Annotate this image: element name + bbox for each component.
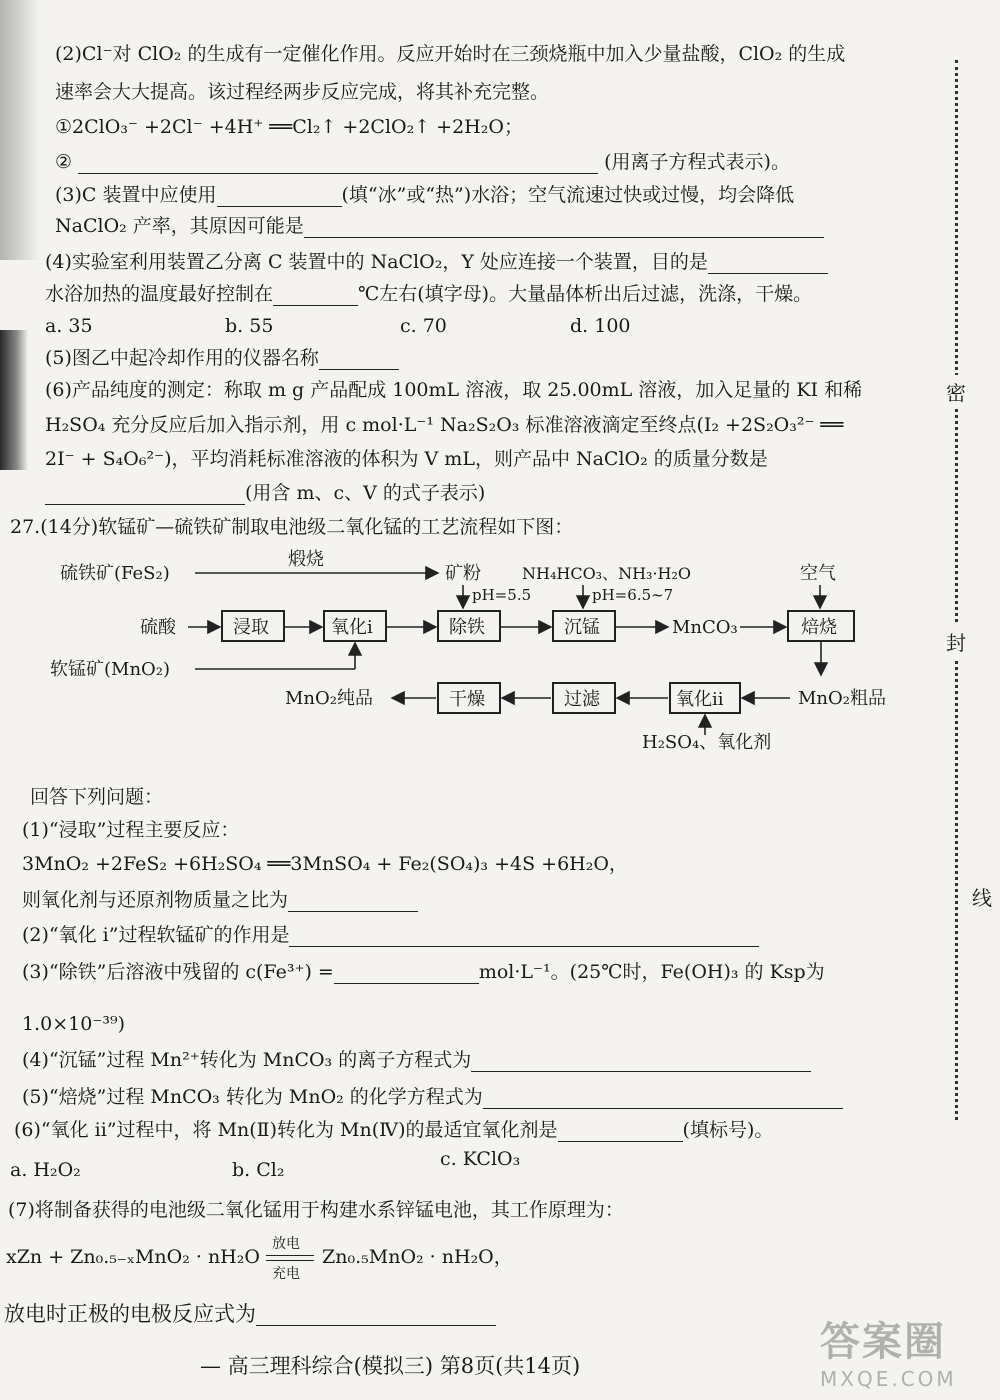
q27-6 <box>14 1118 773 1142</box>
eq2-tail: (用离子方程式表示)。 <box>604 151 790 173</box>
answer-blank[interactable] <box>471 1053 811 1072</box>
q26-part4-line1 <box>45 250 828 274</box>
page-footer: — 高三理科综合(模拟三) 第8页(共14页) <box>200 1354 581 1378</box>
reversible-arrow <box>266 1236 316 1282</box>
p6-text: (用含 m、c、V 的式子表示) <box>245 482 486 504</box>
label-ph1: pH=5.5 <box>472 586 532 604</box>
q27-2 <box>22 923 759 947</box>
arrow-line-top <box>266 1255 314 1256</box>
scan-shadow <box>0 0 40 260</box>
label-filter: 过滤 <box>564 689 600 710</box>
q26-part2-line1: (2)Cl⁻对 ClO₂ 的生成有一定催化作用。反应开始时在三颈烧瓶中加入少量盐酸，ClO₂ 的生成 <box>55 43 846 65</box>
margin-char-line: 线 <box>972 880 992 913</box>
q27-header: 27.(14分)软锰矿—硫铁矿制取电池级二氧化锰的工艺流程如下图： <box>10 516 574 538</box>
label-pyrolusite: 软锰矿(MnO₂) <box>50 659 171 680</box>
p3-text-c: NaClO₂ 产率，其原因可能是 <box>55 215 304 237</box>
q27-7-equation <box>6 1236 513 1282</box>
answer-blank[interactable] <box>45 486 245 505</box>
label-mnco3: MnCO₃ <box>672 617 738 638</box>
p4-text-a: (4)实验室利用装置乙分离 C 装置中的 NaClO₂，Y 处应连接一个装置，目的是 <box>45 251 708 273</box>
p3-text-a: (3)C 装置中应使用 <box>55 184 217 206</box>
answer-blank[interactable] <box>319 351 399 370</box>
label-roast: 焙烧 <box>801 617 837 638</box>
margin-char-seal: 密 <box>946 375 966 408</box>
q26-part6-line4 <box>45 481 485 505</box>
label-crude: MnO₂粗品 <box>798 688 886 709</box>
q26-part6-line1: (6)产品纯度的测定：称取 m g 产品配成 100mL 溶液，取 25.00mL 溶液，加入足量的 KI 和稀 <box>45 379 863 401</box>
q27-3-ksp: 1.0×10⁻³⁹) <box>22 1013 125 1035</box>
q26-part4-option-b: b. 55 <box>225 315 274 337</box>
q27-5 <box>22 1085 843 1109</box>
label-leach: 浸取 <box>233 617 269 638</box>
q27-1-line3 <box>22 888 418 912</box>
q26-part5 <box>45 346 399 370</box>
scan-shadow-dark <box>0 330 28 470</box>
answer-blank[interactable] <box>288 893 418 912</box>
watermark-url: MXQE.COM <box>820 1367 957 1391</box>
eq2-number: ② <box>55 151 73 173</box>
discharge-label: 放电 <box>272 1236 300 1252</box>
label-remove-iron: 除铁 <box>449 617 485 638</box>
answer-blank[interactable] <box>256 1307 496 1326</box>
q26-part2-eq1: ①2ClO₃⁻ +2Cl⁻ +4H⁺ ══Cl₂↑ +2ClO₂↑ +2H₂O； <box>55 116 523 138</box>
q4-text: (4)“沉锰”过程 Mn²⁺转化为 MnCO₃ 的离子方程式为 <box>22 1049 472 1071</box>
process-flow-diagram <box>0 545 960 755</box>
arrow-line-bottom <box>266 1260 314 1261</box>
label-pyrite: 硫铁矿(FeS₂) <box>60 563 170 584</box>
label-acid: 硫酸 <box>140 617 176 638</box>
q26-part4-option-c: c. 70 <box>400 315 447 337</box>
label-pure: MnO₂纯品 <box>285 688 373 709</box>
q7-text: 放电时正极的电极反应式为 <box>4 1302 256 1326</box>
watermark-text: 答案圈 <box>820 1319 946 1365</box>
q3-text-a: (3)“除铁”后溶液中残留的 c(Fe³⁺) = <box>22 961 334 983</box>
q27-6-option-a: a. H₂O₂ <box>10 1159 81 1181</box>
label-oxidation-2: 氧化ii <box>676 689 724 710</box>
charge-label: 充电 <box>272 1266 300 1282</box>
q26-part2-eq2 <box>55 150 790 174</box>
p4-text-c: ℃左右(填字母)。大量晶体析出后过滤，洗涤，干燥。 <box>358 283 813 305</box>
label-air: 空气 <box>800 563 836 584</box>
label-oxidation-1: 氧化i <box>331 617 373 638</box>
q27-6-option-b: b. Cl₂ <box>232 1159 285 1181</box>
answer-blank[interactable] <box>558 1123 683 1142</box>
q3-text-b: mol·L⁻¹。(25℃时，Fe(OH)₃ 的 Ksp为 <box>478 961 825 983</box>
margin-char-seal: 封 <box>946 625 966 658</box>
label-reagents: NH₄HCO₃、NH₃·H₂O <box>522 564 692 583</box>
q26-part3-line2 <box>55 214 824 238</box>
answer-blank[interactable] <box>708 255 828 274</box>
answer-blank[interactable] <box>334 965 479 984</box>
answer-blank[interactable] <box>217 188 342 207</box>
label-oxidation-2-reagents: H₂SO₄、氧化剂 <box>642 732 772 753</box>
p3-text-b: (填“冰”或“热”)水浴；空气流速过快或过慢，均会降低 <box>341 184 795 206</box>
p4-text-b: 水浴加热的温度最好控制在 <box>45 283 274 305</box>
q6-text-a: (6)“氧化 ii”过程中，将 Mn(Ⅱ)转化为 Mn(Ⅳ)的最适宜氧化剂是 <box>14 1119 558 1141</box>
answer-blank[interactable] <box>273 287 358 306</box>
answer-blank[interactable] <box>483 1090 843 1109</box>
answer-blank[interactable] <box>78 155 598 174</box>
label-precip-mn: 沉锰 <box>564 617 600 638</box>
q26-part4-line2 <box>45 282 812 306</box>
q27-3 <box>22 960 825 984</box>
watermark-logo <box>820 1310 990 1390</box>
q26-part2-line2: 速率会大大提高。该过程经两步反应完成，将其补充完整。 <box>55 81 550 103</box>
q2-text: (2)“氧化 i”过程软锰矿的作用是 <box>22 924 290 946</box>
q26-part4-option-a: a. 35 <box>45 315 93 337</box>
eq-right: Zn₀.₅MnO₂ · nH₂O， <box>322 1246 513 1268</box>
q27-6-option-c: c. KClO₃ <box>440 1148 521 1170</box>
q27-1-equation: 3MnO₂ +2FeS₂ +6H₂SO₄ ══3MnSO₄ + Fe₂(SO₄)₃ +4S +6H₂O， <box>22 853 628 875</box>
q6-text-b: (填标号)。 <box>682 1119 774 1141</box>
label-dry: 干燥 <box>449 689 485 710</box>
label-ph2: pH=6.5~7 <box>592 586 674 604</box>
answer-blank[interactable] <box>289 928 759 947</box>
q26-part6-line3: 2I⁻ + S₄O₆²⁻)，平均消耗标准溶液的体积为 V mL，则产品中 NaClO₂ 的质量分数是 <box>45 448 768 470</box>
q27-7-line1: (7)将制备获得的电池级二氧化锰用于构建水系锌锰电池，其工作原理为： <box>8 1199 624 1221</box>
q26-part6-line2: H₂SO₄ 充分反应后加入指示剂，用 c mol·L⁻¹ Na₂S₂O₃ 标准溶液滴定至终点(I₂ +2S₂O₃²⁻ ══ <box>45 414 844 436</box>
answer-blank[interactable] <box>304 219 824 238</box>
q5-text: (5)“焙烧”过程 MnCO₃ 转化为 MnO₂ 的化学方程式为 <box>22 1086 483 1108</box>
label-ore-powder: 矿粉 <box>445 563 481 584</box>
eq-left: xZn + Zn₀.₅₋ₓMnO₂ · nH₂O <box>6 1246 260 1268</box>
binding-dotted-line <box>955 60 958 1120</box>
q27-1-line1: (1)“浸取”过程主要反应： <box>22 819 240 841</box>
q1-text: 则氧化剂与还原剂物质量之比为 <box>22 889 289 911</box>
q26-part4-option-d: d. 100 <box>570 315 631 337</box>
q27-7-last <box>4 1302 496 1326</box>
p5-text: (5)图乙中起冷却作用的仪器名称 <box>45 347 319 369</box>
label-calcine: 煅烧 <box>288 549 324 570</box>
q26-part3-line1 <box>55 183 794 207</box>
q27-4 <box>22 1048 811 1072</box>
answer-intro: 回答下列问题： <box>30 786 164 808</box>
